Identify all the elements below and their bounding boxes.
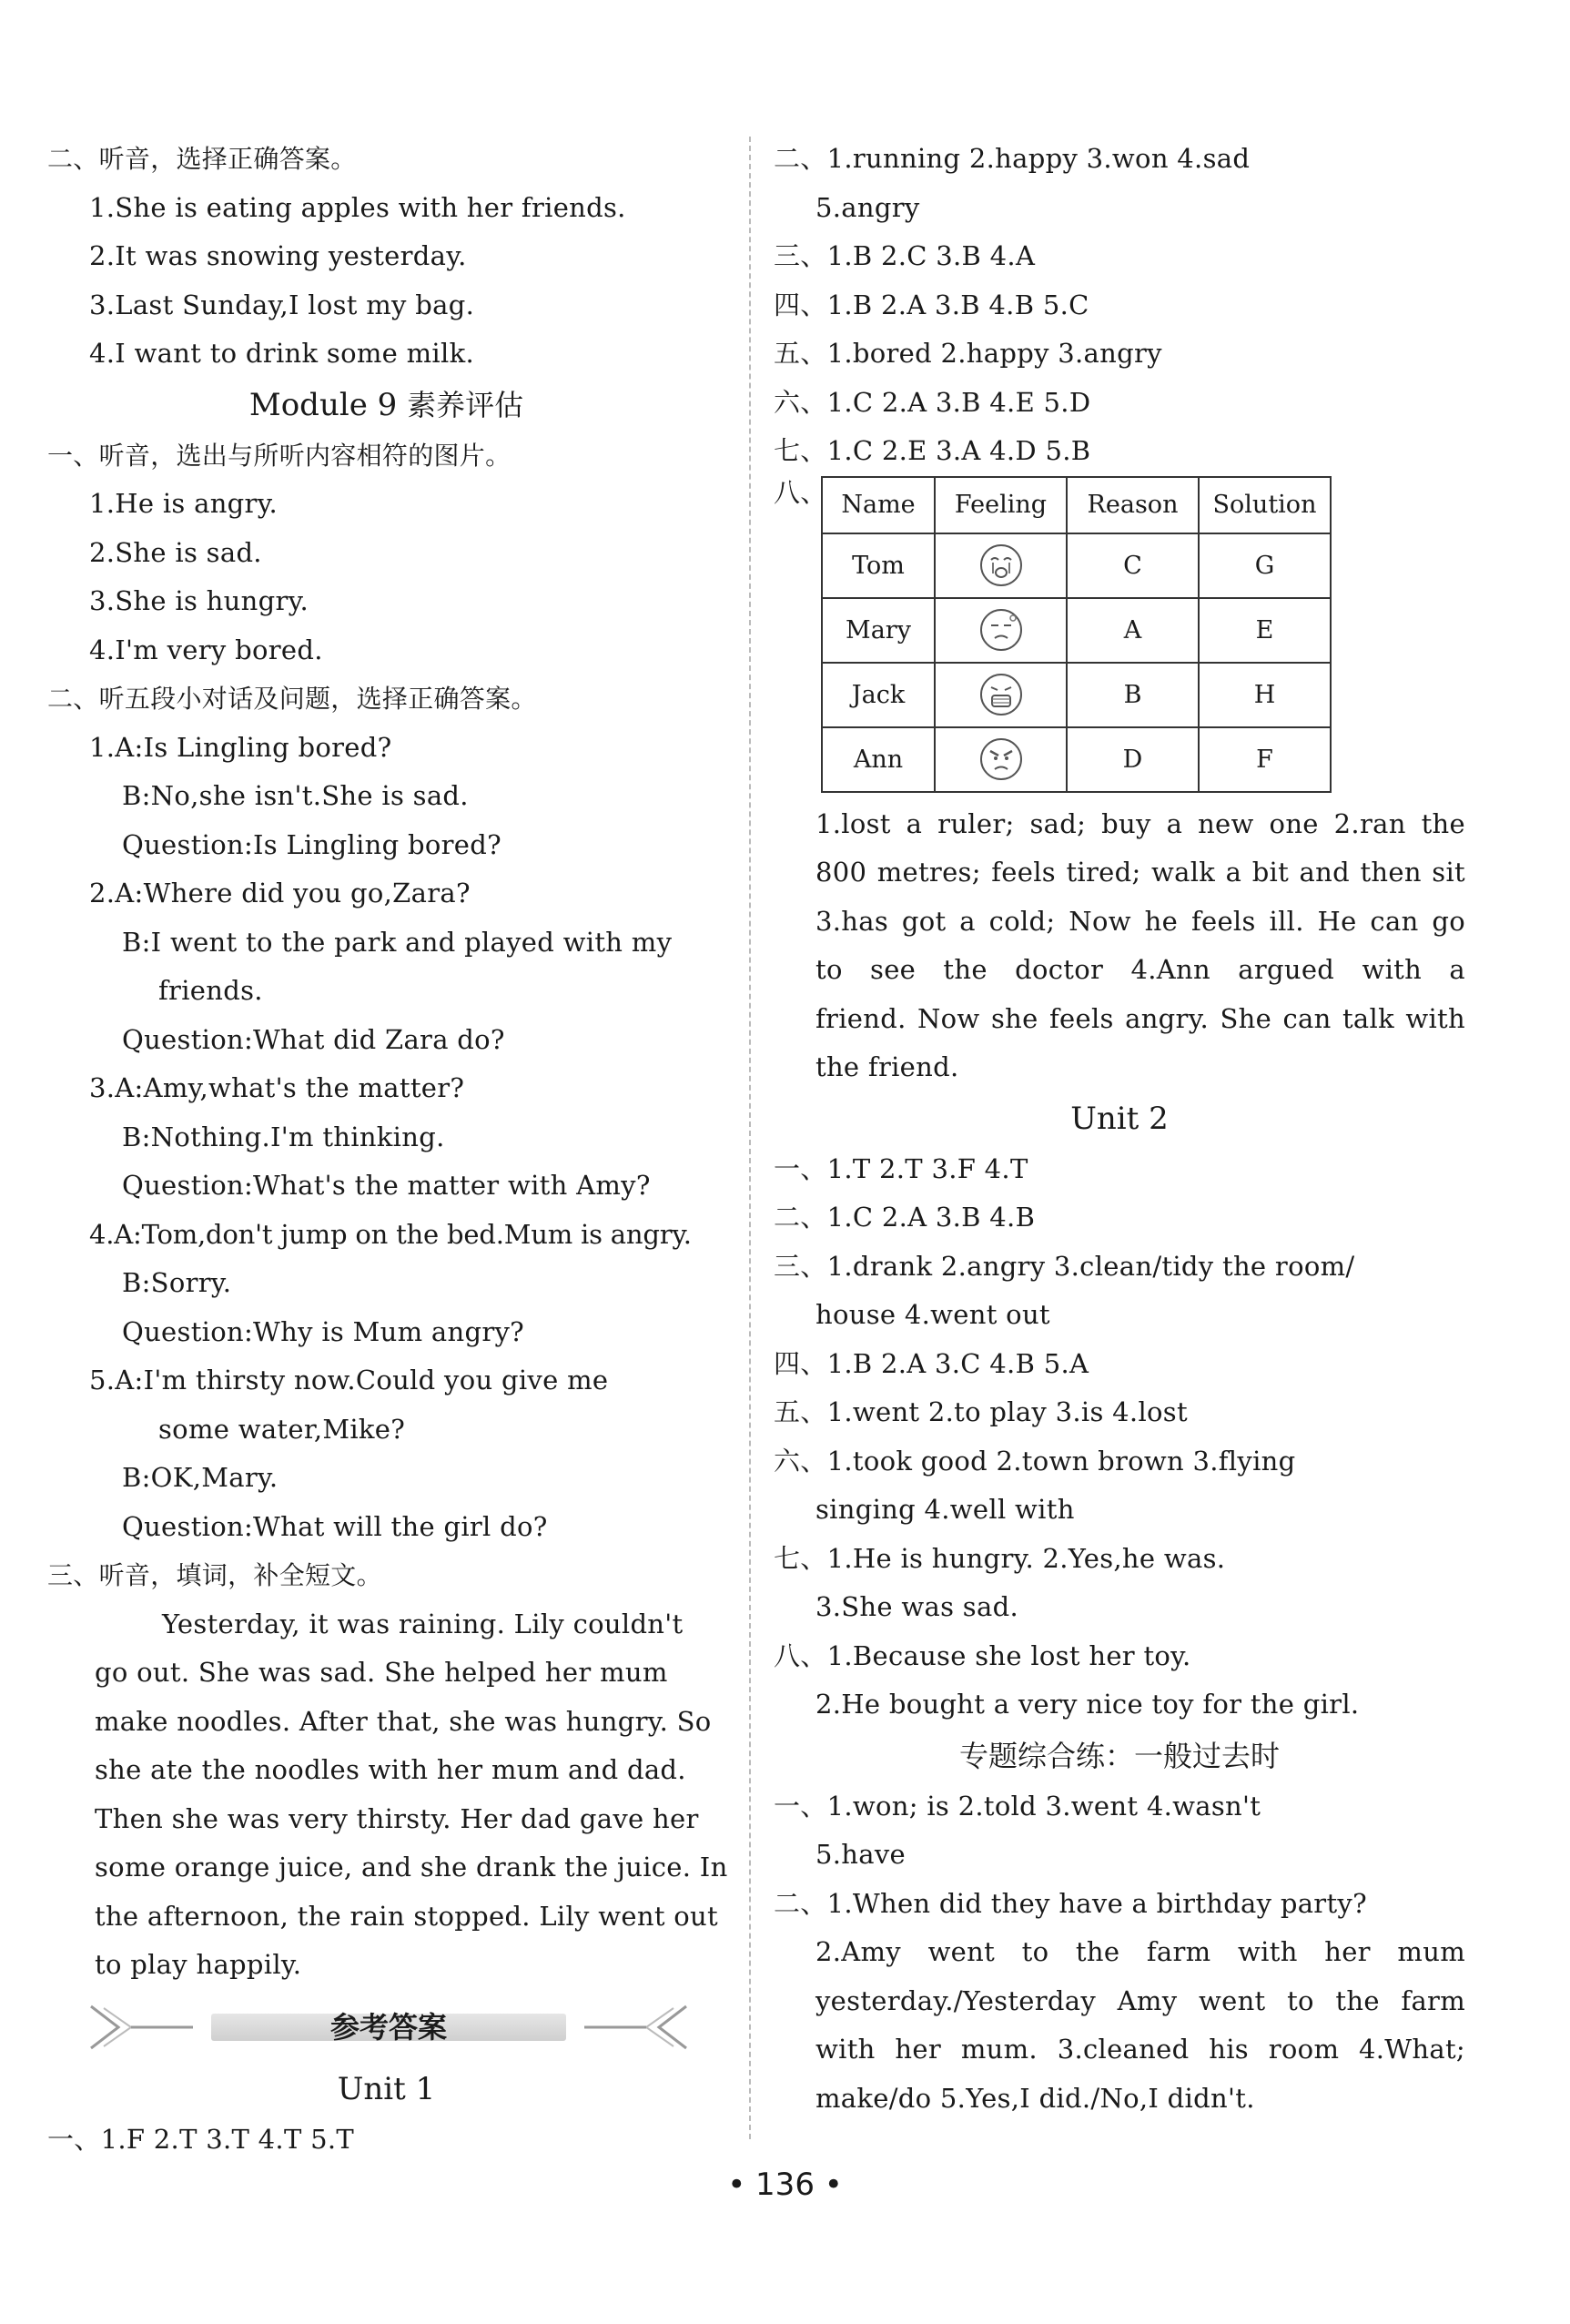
table-row (822, 533, 1331, 598)
dialogue-line: 1.A:Is Lingling bored? (89, 731, 392, 763)
left-column (47, 135, 728, 2164)
answer-line: house 4.went out (815, 1299, 1050, 1330)
tired-face-icon (978, 607, 1024, 653)
angry-face-icon (978, 736, 1024, 782)
cell-solution: H (1199, 663, 1331, 727)
answer-line: the friend. (815, 1051, 959, 1082)
answer-line: 1.She is eating apples with her friends. (89, 191, 626, 223)
answer-line: 二、1.When did they have a birthday party? (774, 1887, 1367, 1919)
dialogue-line: Question:Why is Mum angry? (122, 1315, 525, 1347)
answer-line: 3.She was sad. (815, 1591, 1018, 1622)
answer-line: 3.She is hungry. (89, 585, 309, 616)
answer-line: 2.He bought a very nice toy for the girl. (815, 1689, 1360, 1720)
answer-line: 800 metres; feels tired; walk a bit and then sit (815, 857, 1465, 888)
answer-line: 一、1.T 2.T 3.F 4.T (774, 1152, 1028, 1184)
passage-line: she ate the noodles with her mum and dad. (95, 1754, 686, 1785)
module-9-title: Module 9 素养评估 (248, 386, 524, 423)
answer-line: 1.He is angry. (89, 488, 279, 519)
answer-line: 六、1.C 2.A 3.B 4.E 5.D (774, 386, 1091, 418)
cell-solution: E (1199, 598, 1331, 663)
unit-2-title: Unit 2 (1070, 1100, 1169, 1137)
banner-title: 参考答案 (329, 2009, 447, 2045)
passage-line: some orange juice, and she drank the juice. In (95, 1852, 728, 1883)
header-feeling: Feeling (935, 477, 1067, 533)
dialogue-line: Question:Is Lingling bored? (122, 828, 501, 860)
page-number: • 136 • (727, 2167, 843, 2203)
cell-name: Mary (822, 598, 935, 663)
cell-feeling (935, 533, 1067, 598)
feelings-table (821, 476, 1332, 793)
answer-line: 二、1.running 2.happy 3.won 4.sad (774, 143, 1251, 174)
passage-line: Yesterday, it was raining. Lily couldn't (162, 1608, 684, 1639)
answer-line: 2.It was snowing yesterday. (89, 240, 467, 271)
answer-line: 三、1.B 2.C 3.B 4.A (774, 240, 1036, 271)
dialogue-line: B:Sorry. (122, 1267, 232, 1298)
cell-solution: F (1199, 727, 1331, 792)
dialogue-line: 2.A:Where did you go,Zara? (89, 878, 471, 908)
answer-line: 七、1.C 2.E 3.A 4.D 5.B (774, 435, 1091, 466)
dialogue-line: Question:What's the matter with Amy? (122, 1170, 651, 1201)
table-row (822, 598, 1331, 663)
answer-line: 八、1.Because she lost her toy. (774, 1639, 1191, 1671)
answer-line: yesterday./Yesterday Amy went to the farm (815, 1984, 1465, 2016)
cell-solution: G (1199, 533, 1331, 598)
answer-line: 2.Amy went to the farm with her mum (815, 1936, 1465, 1967)
cell-name: Jack (822, 663, 935, 727)
feelings-table-block (774, 476, 1465, 793)
answer-line: 3.has got a cold; Now he feels ill. He can go (815, 905, 1465, 937)
answer-key-banner (84, 1995, 694, 2059)
answer-line: 五、1.bored 2.happy 3.angry (774, 338, 1162, 369)
answer-line: 四、1.B 2.A 3.C 4.B 5.A (774, 1347, 1089, 1379)
answer-line: 三、1.drank 2.angry 3.clean/tidy the room/ (774, 1250, 1355, 1282)
answer-line: singing 4.well with (815, 1494, 1075, 1525)
table-row (822, 727, 1331, 792)
dialogue-line: B:Nothing.I'm thinking. (122, 1121, 445, 1152)
cell-reason: D (1067, 727, 1199, 792)
dialogue-line: some water,Mike? (158, 1413, 406, 1445)
cell-name: Ann (822, 727, 935, 792)
dialogue-line: B:I went to the park and played with my (122, 926, 673, 958)
passage-line: Then she was very thirsty. Her dad gave her (95, 1802, 699, 1834)
dialogue-line: 5.A:I'm thirsty now.Could you give me (89, 1365, 609, 1395)
dialogue-line: B:No,she isn't.She is sad. (122, 780, 469, 811)
answer-line: 二、1.C 2.A 3.B 4.B (774, 1202, 1036, 1233)
answer-line: 七、1.He is hungry. 2.Yes,he was. (774, 1542, 1226, 1574)
answer-line: 4.I want to drink some milk. (89, 338, 474, 369)
section-heading: 三、听音，填词，补全短文。 (47, 1560, 382, 1590)
answer-line: friend. Now she feels angry. She can talk with (815, 1002, 1465, 1034)
section-label: 八、 (774, 476, 827, 508)
answer-line: 1.lost a ruler; sad; buy a new one 2.ran the (815, 807, 1465, 839)
answer-line: to see the doctor 4.Ann argued with a (815, 954, 1465, 985)
special-practice-title: 专题综合练：一般过去时 (958, 1738, 1280, 1773)
dialogue-line: Question:What did Zara do? (122, 1023, 505, 1055)
section-heading: 二、听音，选择正确答案。 (47, 144, 357, 174)
answer-line: 一、1.F 2.T 3.T 4.T 5.T (47, 2123, 355, 2155)
cell-reason: A (1067, 598, 1199, 663)
crying-face-icon (978, 543, 1024, 588)
answer-line: 四、1.B 2.A 3.B 4.B 5.C (774, 289, 1089, 320)
right-column (774, 135, 1465, 2123)
dialogue-line: 4.A:Tom,don't jump on the bed.Mum is angry. (89, 1218, 692, 1250)
dialogue-line: B:OK,Mary. (122, 1462, 279, 1493)
header-solution: Solution (1199, 477, 1331, 533)
column-divider (749, 137, 751, 2139)
cell-reason: C (1067, 533, 1199, 598)
passage-line: to play happily. (95, 1949, 302, 1980)
answer-line: 3.Last Sunday,I lost my bag. (89, 289, 475, 320)
answer-line: 六、1.took good 2.town brown 3.flying (774, 1445, 1296, 1477)
answer-line: 5.have (815, 1839, 906, 1870)
unit-1-title: Unit 1 (337, 2070, 436, 2107)
sick-face-icon (978, 672, 1024, 717)
dialogue-line: 3.A:Amy,what's the matter? (89, 1072, 465, 1103)
answer-line: with her mum. 3.cleaned his room 4.What; (815, 2034, 1465, 2065)
dialogue-line: friends. (158, 975, 263, 1006)
answer-line: make/do 5.Yes,I did./No,I didn't. (815, 2082, 1255, 2114)
section-heading: 一、听音，选出与所听内容相符的图片。 (47, 440, 512, 471)
answer-line: 4.I'm very bored. (89, 634, 323, 665)
answer-line: 5.angry (815, 191, 920, 223)
table-header-row (822, 477, 1331, 533)
cell-feeling (935, 598, 1067, 663)
answer-line: 一、1.won; is 2.told 3.went 4.wasn't (774, 1790, 1261, 1822)
header-reason: Reason (1067, 477, 1199, 533)
answer-line: 2.She is sad. (89, 536, 262, 568)
passage-line: make noodles. After that, she was hungry. So (95, 1705, 712, 1737)
section-heading: 二、听五段小对话及问题，选择正确答案。 (47, 684, 537, 714)
cell-feeling (935, 727, 1067, 792)
cell-feeling (935, 663, 1067, 727)
cell-name: Tom (822, 533, 935, 598)
table-row (822, 663, 1331, 727)
passage-line: the afternoon, the rain stopped. Lily went out (95, 1900, 718, 1932)
header-name: Name (822, 477, 935, 533)
passage-line: go out. She was sad. She helped her mum (95, 1657, 668, 1688)
answer-line: 五、1.went 2.to play 3.is 4.lost (774, 1396, 1188, 1427)
cell-reason: B (1067, 663, 1199, 727)
dialogue-line: Question:What will the girl do? (122, 1510, 548, 1542)
